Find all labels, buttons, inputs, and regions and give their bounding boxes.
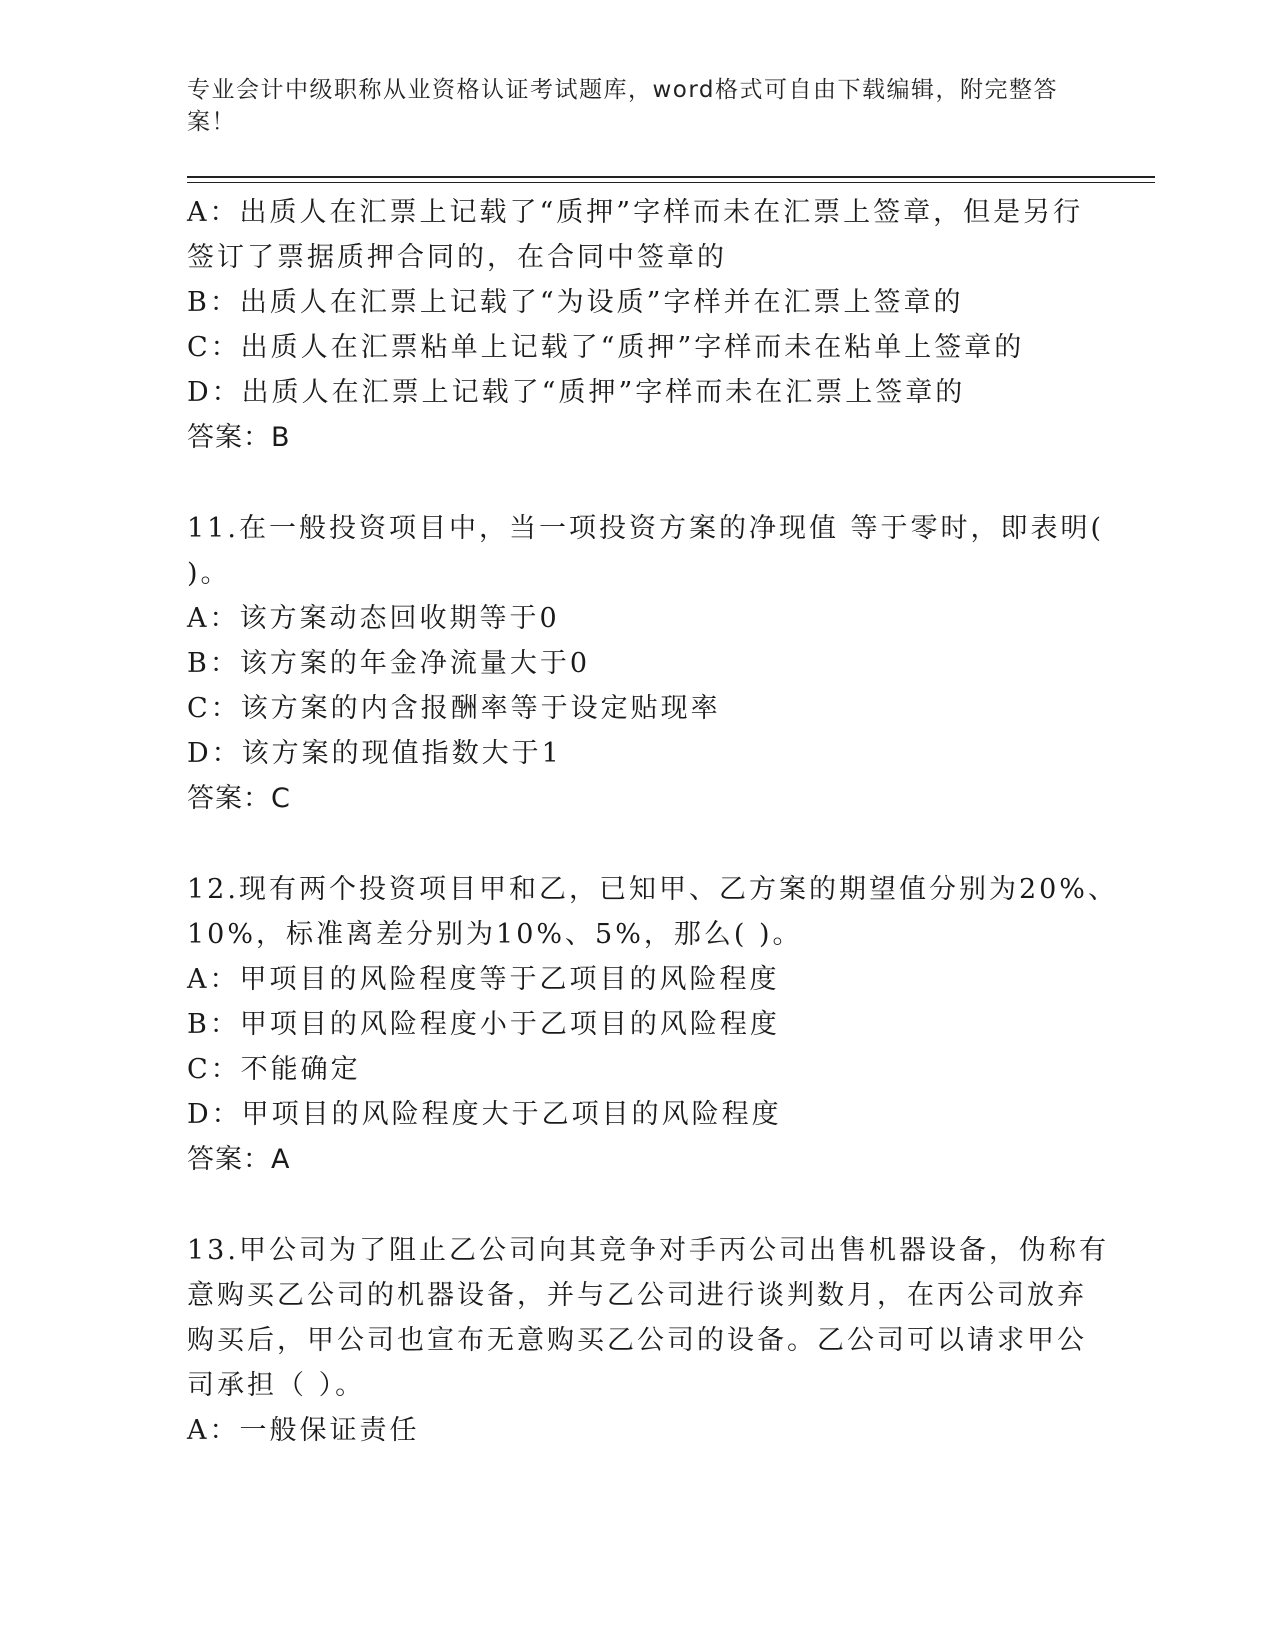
option-d: D：出质人在汇票上记载了“质押”字样而未在汇票上签章的 [187,377,966,408]
answer: 答案：A [187,1144,291,1175]
option-b: B：甲项目的风险程度小于乙项目的风险程度 [187,1009,780,1040]
option-c: C：出质人在汇票粘单上记载了“质押”字样而未在粘单上签章的 [187,332,1025,363]
option-a: A：甲项目的风险程度等于乙项目的风险程度 [187,964,780,995]
option-c: C：该方案的内含报酬率等于设定贴现率 [187,693,721,724]
option-d: D：甲项目的风险程度大于乙项目的风险程度 [187,1099,782,1130]
option-a-line-1: A：出质人在汇票上记载了“质押”字样而未在汇票上签章，但是另行 [187,197,1084,228]
question-stem-line-1: 13.甲公司为了阻止乙公司向其竞争对手丙公司出售机器设备，伪称有 [187,1235,1109,1266]
question-stem-line-3: 购买后，甲公司也宣布无意购买乙公司的设备。乙公司可以请求甲公 [187,1325,1087,1356]
header-line-1: 专业会计中级职称从业资格认证考试题库，word格式可自由下载编辑，附完整答 [187,77,1059,103]
header-divider-thin [187,182,1155,183]
option-a-line-2: 签订了票据质押合同的，在合同中签章的 [187,242,727,273]
question-11 [187,506,1105,821]
option-b: B：出质人在汇票上记载了“为设质”字样并在汇票上签章的 [187,287,964,318]
option-a: A：一般保证责任 [187,1415,420,1446]
question-10 [187,190,1087,460]
question-stem-line-2: 意购买乙公司的机器设备，并与乙公司进行谈判数月，在丙公司放弃 [187,1280,1087,1311]
header-divider [187,176,1155,178]
question-stem-line-2: )。 [187,558,231,589]
question-stem-line-2: 10%，标准离差分别为10%、5%，那么( )。 [187,919,803,950]
document-header [187,74,1067,138]
question-stem-line-1: 11.在一般投资项目中，当一项投资方案的净现值 等于零时，即表明( [187,513,1105,544]
option-b: B：该方案的年金净流量大于0 [187,648,591,679]
question-12 [187,867,1118,1182]
answer: 答案：C [187,783,291,814]
question-list [187,190,1118,1453]
question-stem-line-4: 司承担（ ）。 [187,1370,366,1401]
option-a: A：该方案动态回收期等于0 [187,603,560,634]
header-line-2: 案！ [187,109,236,135]
question-13 [187,1228,1109,1453]
question-stem-line-1: 12.现有两个投资项目甲和乙，已知甲、乙方案的期望值分别为20%、 [187,874,1118,905]
option-d: D：该方案的现值指数大于1 [187,738,562,769]
option-c: C：不能确定 [187,1054,361,1085]
answer: 答案：B [187,422,291,453]
